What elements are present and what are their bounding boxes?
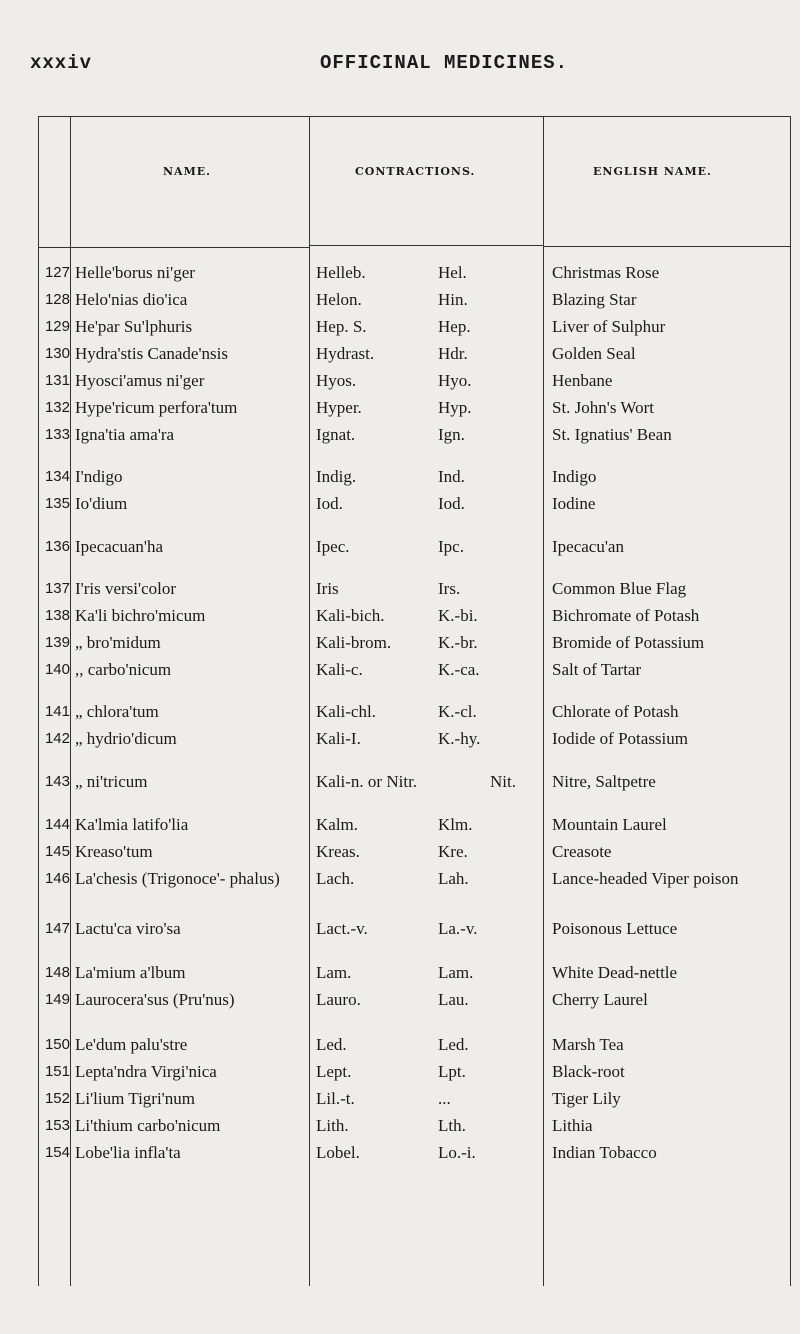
english-name: Nitre, Saltpetre [552,772,656,791]
english-name: Chlorate of Potash [552,702,679,721]
contraction-short: Hdr. [438,344,468,363]
english-name: Liver of Sulphur [552,317,666,336]
contraction-short: Ind. [438,467,465,486]
contraction-long: Ignat. [316,425,356,444]
contraction-short: Iod. [438,494,465,513]
contraction-short: Led. [438,1035,469,1054]
column-header-contractions: CONTRACTIONS. [355,165,476,178]
english-name: Marsh Tea [552,1035,624,1054]
latin-name: Helo'nias dio'ica [75,290,188,309]
latin-name: Laurocera'sus (Pru'nus) [75,990,235,1009]
row-number: 145 [44,843,70,860]
row-number: 134 [44,468,70,485]
english-name: Creasote [552,842,612,861]
contraction-short: Lau. [438,990,469,1009]
contraction-short: Hep. [438,317,471,336]
row-number: 140 [44,661,70,678]
contraction-long: Ipec. [316,537,350,556]
row-number: 141 [44,703,70,720]
english-name: Salt of Tartar [552,660,642,679]
contraction-long: Lith. [316,1116,349,1135]
latin-name: I'ris versi'color [75,579,177,598]
row-number: 138 [44,607,70,624]
english-name: Ipecacu'an [552,537,624,556]
latin-name: Lactu'ca viro'sa [75,919,181,938]
english-name: Iodine [552,494,596,513]
contraction-short: K.-cl. [438,702,477,721]
contraction-long: Kreas. [316,842,360,861]
english-name: Indigo [552,467,597,486]
latin-name: „ hydrio'dicum [75,729,177,748]
contraction-short: K.-br. [438,633,478,652]
latin-name: Ka'li bichro'micum [75,606,206,625]
latin-name: Li'thium carbo'nicum [75,1116,221,1135]
contraction-long: Kali-chl. [316,702,376,721]
row-number: 143 [44,773,70,790]
contraction-long: Hyos. [316,371,357,390]
contraction-short: Hyo. [438,371,472,390]
contraction-short: Lam. [438,963,474,982]
contraction-short: Lo.-i. [438,1143,476,1162]
english-name: Common Blue Flag [552,579,687,598]
contraction-long: Kali-c. [316,660,363,679]
contraction-long: Hep. S. [316,317,367,336]
row-number: 149 [44,991,70,1008]
contraction-long: Kali-I. [316,729,361,748]
contraction-long: Led. [316,1035,347,1054]
english-name: Henbane [552,371,613,390]
contraction-short: Ipc. [438,537,464,556]
english-name: Bichromate of Potash [552,606,700,625]
row-number: 144 [44,816,70,833]
english-name: Mountain Laurel [552,815,667,834]
row-number: 147 [44,920,70,937]
row-number: 137 [44,580,70,597]
contraction-long: Lact.-v. [316,919,368,938]
english-name: Blazing Star [552,290,637,309]
latin-name: „ ni'tricum [75,772,148,791]
latin-name: Hyosci'amus ni'ger [75,371,205,390]
contraction-short: K.-bi. [438,606,478,625]
contraction-short: Irs. [438,579,461,598]
row-number: 151 [44,1063,70,1080]
contraction-long: Helon. [316,290,362,309]
contraction-long: Lept. [316,1062,352,1081]
contraction-long: Iris [316,579,339,598]
row-number: 152 [44,1090,70,1107]
english-name: Tiger Lily [552,1089,621,1108]
row-number: 136 [44,538,70,555]
latin-name: Lobe'lia infla'ta [75,1143,181,1162]
contraction-short: Lah. [438,869,469,888]
row-number: 139 [44,634,70,651]
row-number: 130 [44,345,70,362]
latin-name: Kreaso'tum [75,842,153,861]
row-number: 129 [44,318,70,335]
row-number: 132 [44,399,70,416]
row-number: 127 [44,264,70,281]
row-number: 150 [44,1036,70,1053]
contraction-short: Klm. [438,815,473,834]
latin-name: Lepta'ndra Virgi'nica [75,1062,217,1081]
row-number: 146 [44,870,70,887]
latin-name: La'chesis (Trigonoce'- phalus) [75,869,280,888]
row-number: 153 [44,1117,70,1134]
contraction-long: Hyper. [316,398,362,417]
contraction-short: Lth. [438,1116,466,1135]
page-title: OFFICINAL MEDICINES. [320,52,569,74]
row-number: 135 [44,495,70,512]
contraction-short: Hel. [438,263,467,282]
contraction-short: ... [438,1089,451,1108]
english-name: Cherry Laurel [552,990,648,1009]
contraction-long: Lach. [316,869,355,888]
latin-name: He'par Su'lphuris [75,317,193,336]
latin-name: Igna'tia ama'ra [75,425,175,444]
contraction-long: Lauro. [316,990,361,1009]
latin-name: Hydra'stis Canade'nsis [75,344,228,363]
english-name: Poisonous Lettuce [552,919,678,938]
row-number: 142 [44,730,70,747]
contraction-short: Hin. [438,290,468,309]
column-header-english: ENGLISH NAME. [593,165,712,178]
english-name: Iodide of Potassium [552,729,688,748]
row-number: 128 [44,291,70,308]
row-number: 154 [44,1144,70,1161]
latin-name: ,, carbo'nicum [75,660,172,679]
english-name: Christmas Rose [552,263,660,282]
contraction-long: Helleb. [316,263,366,282]
column-header-name: NAME. [163,165,211,178]
row-number: 133 [44,426,70,443]
contraction-long: Iod. [316,494,343,513]
latin-name: I'ndigo [75,467,123,486]
latin-name: Ipecacuan'ha [75,537,163,556]
latin-name: „ chlora'tum [75,702,159,721]
latin-name: Io'dium [75,494,128,513]
english-name: Lance-headed Viper poison [552,869,739,888]
page-number: xxxiv [30,52,93,74]
contraction-short: La.-v. [438,919,478,938]
contraction-short: K.-hy. [438,729,481,748]
contraction-short: K.-ca. [438,660,480,679]
contraction-long: Indig. [316,467,357,486]
english-name: St. Ignatius' Bean [552,425,672,444]
contraction-long: Lil.-t. [316,1089,355,1108]
contraction-long: Lam. [316,963,352,982]
latin-name: La'mium a'lbum [75,963,186,982]
latin-name: Hype'ricum perfora'tum [75,398,238,417]
latin-name: Helle'borus ni'ger [75,263,195,282]
contraction-short: Hyp. [438,398,472,417]
row-number: 131 [44,372,70,389]
english-name: Lithia [552,1116,593,1135]
contraction-long: Kali-n. or Nitr. [316,772,418,791]
contraction-short: Lpt. [438,1062,466,1081]
contraction-long: Kali-bich. [316,606,385,625]
english-name: Black-root [552,1062,625,1081]
row-number: 148 [44,964,70,981]
english-name: Golden Seal [552,344,636,363]
contraction-long: Kalm. [316,815,359,834]
english-name: White Dead-nettle [552,963,678,982]
latin-name: Ka'lmia latifo'lia [75,815,189,834]
contraction-long: Hydrast. [316,344,375,363]
english-name: St. John's Wort [552,398,654,417]
latin-name: Le'dum palu'stre [75,1035,188,1054]
contraction-long: Lobel. [316,1143,360,1162]
english-name: Bromide of Potassium [552,633,705,652]
latin-name: „ bro'midum [75,633,161,652]
contraction-short: Nit. [490,772,516,791]
latin-name: Li'lium Tigri'num [75,1089,195,1108]
contraction-short: Kre. [438,842,468,861]
contraction-short: Ign. [438,425,465,444]
english-name: Indian Tobacco [552,1143,657,1162]
contraction-long: Kali-brom. [316,633,392,652]
